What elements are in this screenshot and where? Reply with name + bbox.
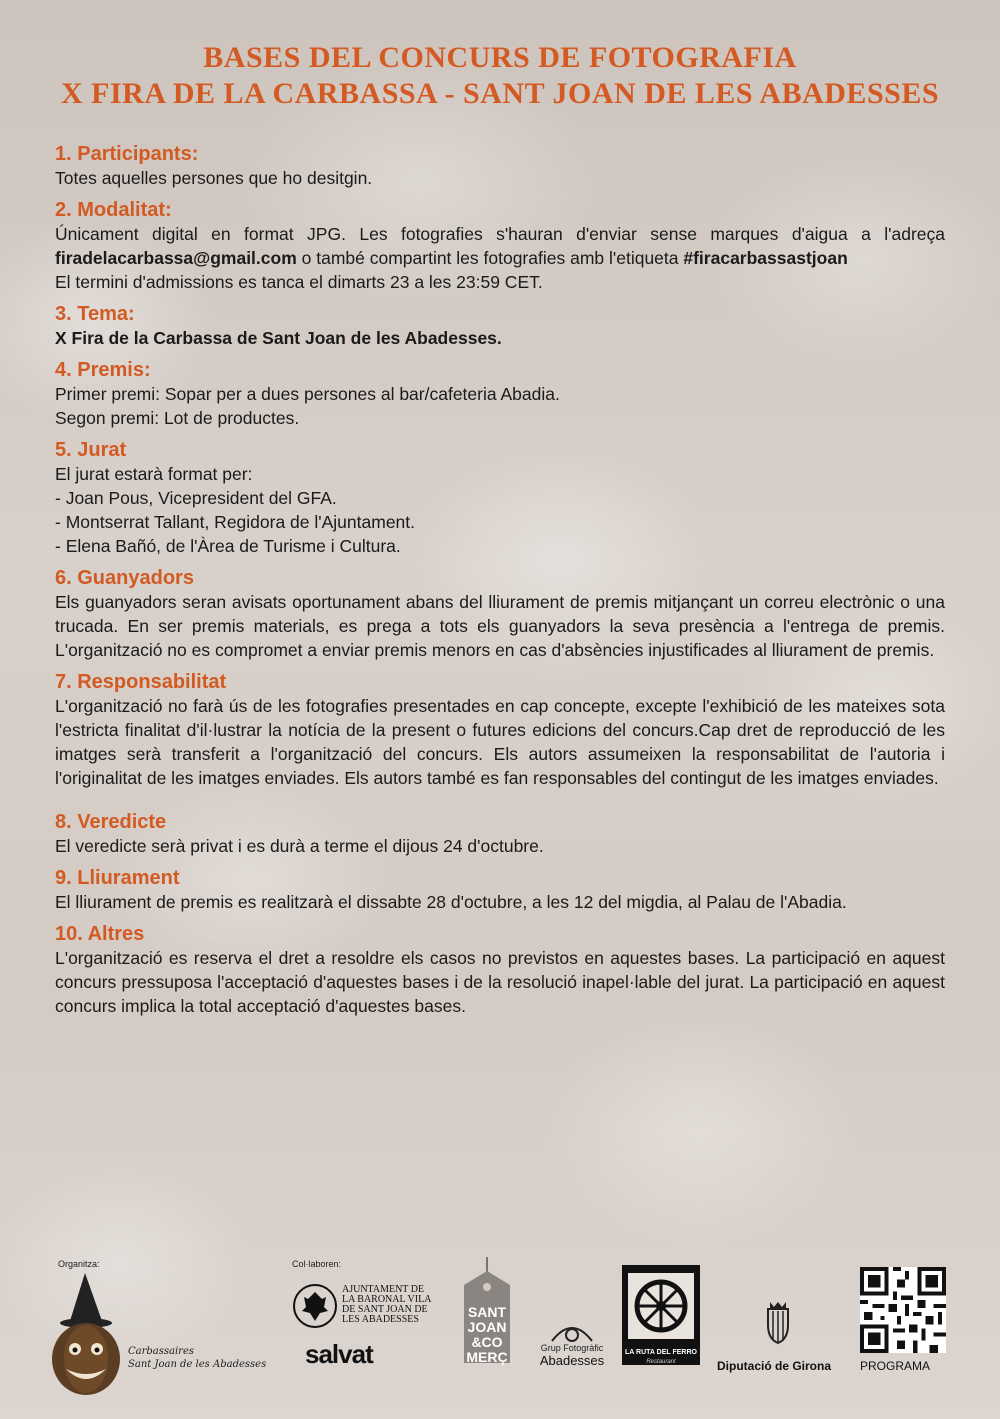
sponsors-footer (0, 1255, 1000, 1419)
section-text: L'organització no farà ús de les fotografies presentades en cap concepte, excepte l'exhibició de les mateixes sota l'estricta finalitat d'il·lustrar la notícia de la present o futures edicions del concurs.Cap dret de reproducció de les imatges serà transferit a l'organització del concurs. Els autors assumeixen la responsabilitat de l'autoria i l'originalitat de les imatges enviades. Els autors també es fan responsables del contingut de les imatges enviades. (55, 696, 945, 788)
rules-content (55, 142, 945, 1026)
wheel-icon (624, 1269, 698, 1343)
comerc-line-2: JOAN (467, 1319, 507, 1335)
section-heading: 2. Modalitat: (55, 199, 172, 221)
comerc-line-1: SANT (467, 1304, 507, 1320)
carbassaires-line-1: Carbassaires (128, 1346, 195, 1357)
diputacio-crest-icon (760, 1299, 796, 1345)
title-line-2: X FIRA DE LA CARBASSA - SANT JOAN DE LES ABADESSES (60, 77, 940, 110)
comerc-text (456, 1305, 518, 1365)
email-address: firadelacarbassa@gmail.com (55, 248, 297, 268)
section-veredicte (55, 810, 945, 858)
jury-member: - Elena Bañó, de l'Àrea de Turisme i Cultura. (55, 536, 401, 556)
section-text (55, 222, 945, 270)
hashtag: #firacarbassastjoan (683, 248, 848, 268)
ajuntament-line-3: DE SANT JOAN DE (342, 1304, 428, 1315)
modalitat-text-b: o també compartint les fotografies amb l'etiqueta (296, 248, 684, 268)
section-heading: 3. Tema: (55, 303, 135, 325)
page-title (0, 40, 1000, 112)
section-participants (55, 142, 945, 190)
prize-1: Primer premi: Sopar per a dues persones al bar/cafeteria Abadia. (55, 384, 560, 404)
carbassaires-line-2: Sant Joan de les Abadesses (128, 1359, 267, 1370)
section-modalitat (55, 198, 945, 294)
collaboren-label: Col·laboren: (292, 1259, 342, 1269)
carbassaires-text (128, 1345, 266, 1371)
section-premis (55, 358, 945, 430)
ajuntament-line-2: LA BARONAL VILA (342, 1294, 432, 1305)
title-line-1: BASES DEL CONCURS DE FOTOGRAFIA (203, 41, 797, 74)
section-text: X Fira de la Carbassa de Sant Joan de les Abadesses. (55, 328, 502, 348)
ajuntament-line-4: LES ABADESSES (342, 1314, 419, 1325)
ajuntament-line-1: AJUNTAMENT DE (342, 1284, 425, 1295)
section-text: Els guanyadors seran avisats oportunament abans del lliurament de premis mitjançant un correu electrònic o una trucada. En ser premis materials, es prega a tots els guanyadors la seva presència a l'entrega de premis. L'organització no es compromet a enviar premis menors en cas d'absències injustificades al lliurament de premis. (55, 592, 945, 660)
ruta-del-ferro-logo (622, 1265, 700, 1365)
deadline-text: El termini d'admissions es tanca el dimarts 23 a les 23:59 CET. (55, 272, 543, 292)
section-lliurament (55, 866, 945, 914)
organitza-label: Organitza: (58, 1259, 100, 1269)
modalitat-text-a: Únicament digital en format JPG. Les fotografies s'hauran d'enviar sense marques d'aigua a l'adreça (55, 224, 945, 244)
section-text: Totes aquelles persones que ho desitgin. (55, 168, 373, 188)
salvat-logo: salvat (305, 1339, 373, 1369)
carbassaires-logo (40, 1269, 130, 1404)
section-heading: 4. Premis: (55, 359, 151, 381)
section-heading: 10. Altres (55, 923, 145, 945)
section-heading: 5. Jurat (55, 439, 127, 461)
gfa-line-2: Abadesses (539, 1353, 605, 1368)
section-heading: 8. Veredicte (55, 811, 167, 833)
ajuntament-crest-icon (292, 1283, 338, 1329)
ruta-line-1: LA RUTA DEL FERRO (625, 1349, 697, 1356)
section-tema (55, 302, 945, 350)
jury-member: - Montserrat Tallant, Regidora de l'Ajuntament. (55, 512, 416, 532)
section-altres (55, 922, 945, 1018)
section-jurat (55, 438, 945, 558)
comerc-line-3: &CO (471, 1334, 503, 1350)
jury-member: - Joan Pous, Vicepresident del GFA. (55, 488, 337, 508)
ajuntament-text (342, 1285, 431, 1325)
section-heading: 7. Responsabilitat (55, 671, 227, 693)
qr-code-icon[interactable] (860, 1267, 946, 1353)
diputacio-text: Diputació de Girona (717, 1359, 832, 1373)
ruta-line-2: Restaurant (646, 1359, 676, 1365)
section-heading: 6. Guanyadors (55, 567, 194, 589)
section-heading: 9. Lliurament (55, 867, 180, 889)
section-text: El veredicte serà privat i es durà a terme el dijous 24 d'octubre. (55, 836, 544, 856)
jury-intro: El jurat estarà format per: (55, 464, 253, 484)
section-guanyadors (55, 566, 945, 662)
comerc-line-4: MERÇ (466, 1349, 508, 1365)
section-heading: 1. Participants: (55, 143, 199, 165)
programa-label: PROGRAMA (860, 1359, 931, 1373)
section-text: L'organització es reserva el dret a resoldre els casos no previstos en aquestes bases. La participació en aquest concurs pressuposa l'acceptació d'aquestes bases i de la resolució inapel·lable del jurat. La participació en aquest concurs implica la total acceptació d'aquestes bases. (55, 948, 945, 1016)
gfa-line-1: Grup Fotogràfic (540, 1343, 604, 1353)
section-responsabilitat (55, 670, 945, 790)
section-text: El lliurament de premis es realitzarà el dissabte 28 d'octubre, a les 12 del migdia, al Palau de l'Abadia. (55, 892, 847, 912)
camera-icon (548, 1319, 596, 1343)
prize-2: Segon premi: Lot de productes. (55, 408, 300, 428)
